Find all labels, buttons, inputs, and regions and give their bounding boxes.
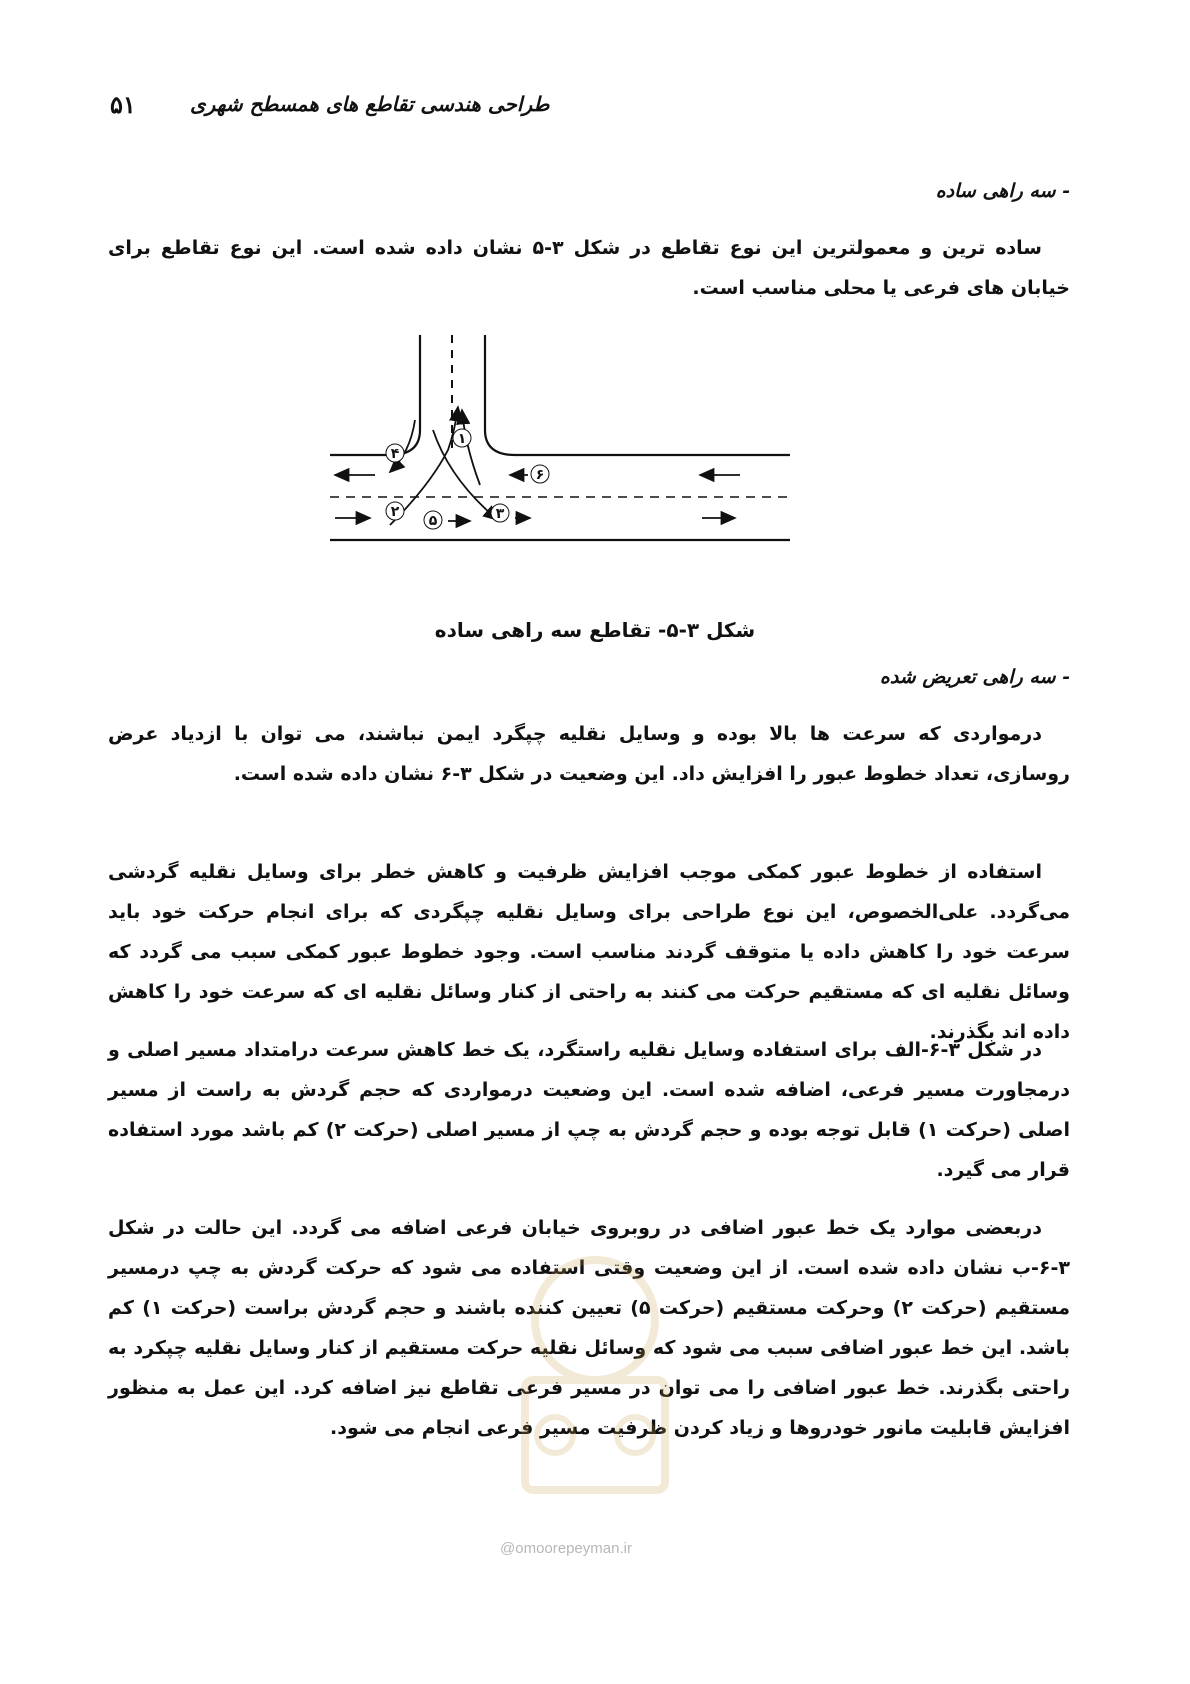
- movement-label-5: ۵: [428, 513, 438, 529]
- curb-left: [330, 335, 420, 455]
- movement-label-2: ۲: [390, 504, 400, 520]
- paragraph-widened-4: دربعضی موارد یک خط عبور اضافی در روبروی خیابان فرعی اضافه می گردد. این حالت در شکل ۳-۶-ب نشان داده شده است. از این وضعیت وقتی استفاده می شود که حرکت گردش به چپ درمسیر مستقیم (حرکت ۲) وحرکت مستقیم (حرکت ۵) تعیین کننده باشند و حجم گردش براست (حرکت ۱) کم باشد. این خط عبور اضافی سبب می شود که وسائل نقلیه حرکت مستقیم از کنار وسایل نقلیه چپکرد به راحتی بگذرند. خط عبور اضافی را می توان در مسیر فرعی تقاطع نیز اضافه کرد. این عمل به منظور افزایش قابلیت مانور خودروها و زیاد کردن ظرفیت مسیر فرعی انجام می شود.: [108, 1217, 1070, 1439]
- figure-caption: شکل ۳-۵- تقاطع سه راهی ساده: [434, 618, 756, 642]
- section-heading-widened-t-intersection: - سه راهی تعریض شده: [879, 666, 1070, 688]
- running-header-title: طراحی هندسی تقاطع های همسطح شهری: [190, 92, 550, 116]
- watermark-text: @omoorepeyman.ir: [500, 1540, 632, 1557]
- watermark-seal-icon: [495, 1250, 695, 1510]
- movement-1-arrow: [462, 410, 480, 485]
- figure-simple-t-intersection: [330, 335, 850, 595]
- movement-label-3: ۳: [495, 506, 505, 522]
- paragraph-simple-t-intersection: ساده ترین و معمولترین این نوع تقاطع در شکل ۳-۵ نشان داده شده است. این نوع تقاطع برای خیابان های فرعی یا محلی مناسب است.: [108, 237, 1070, 299]
- paragraph-widened-2: استفاده از خطوط عبور کمکی موجب افزایش ظرفیت و کاهش خطر برای وسایل نقلیه گردشی می‌گردد. علی‌الخصوص، این نوع طراحی برای وسایل نقلیه چپگردی که برای انجام حرکت خود باید سرعت خود را کاهش داده یا متوقف گردند مناسب است. وجود خطوط عبور کمکی سبب می گردد که وسائل نقلیه ای که مستقیم حرکت می کنند به راحتی از کنار وسائل نقلیه ای که سرعت خود را کاهش داده اند بگذرند.: [108, 861, 1070, 1043]
- movement-label-6: ۶: [535, 467, 545, 483]
- movement-label-1: ۱: [457, 431, 467, 447]
- movement-label-4: ۴: [390, 446, 400, 462]
- running-header: [110, 90, 550, 130]
- t-intersection-diagram: [330, 335, 850, 595]
- section-heading-simple-t-intersection: - سه راهی ساده: [935, 180, 1070, 202]
- page-number: ۵۱: [110, 90, 136, 119]
- paragraph-widened-3: در شکل ۳-۶-الف برای استفاده وسایل نقلیه راستگرد، یک خط کاهش سرعت درامتداد مسیر اصلی و درمجاورت مسیر فرعی، اضافه شده است. این وضعیت درمواردی که حجم گردش به راست از مسیر اصلی (حرکت ۱) قابل توجه بوده و حجم گردش به چپ از مسیر اصلی (حرکت ۲) کم باشد مورد استفاده قرار می گیرد.: [108, 1039, 1070, 1181]
- curb-right: [485, 335, 790, 455]
- paragraph-widened-1: درمواردی که سرعت ها بالا بوده و وسایل نقلیه چپگرد ایمن نباشند، می توان با ازدیاد عرض روسازی، تعداد خطوط عبور را افزایش داد. این وضعیت در شکل ۳-۶ نشان داده شده است.: [108, 723, 1070, 785]
